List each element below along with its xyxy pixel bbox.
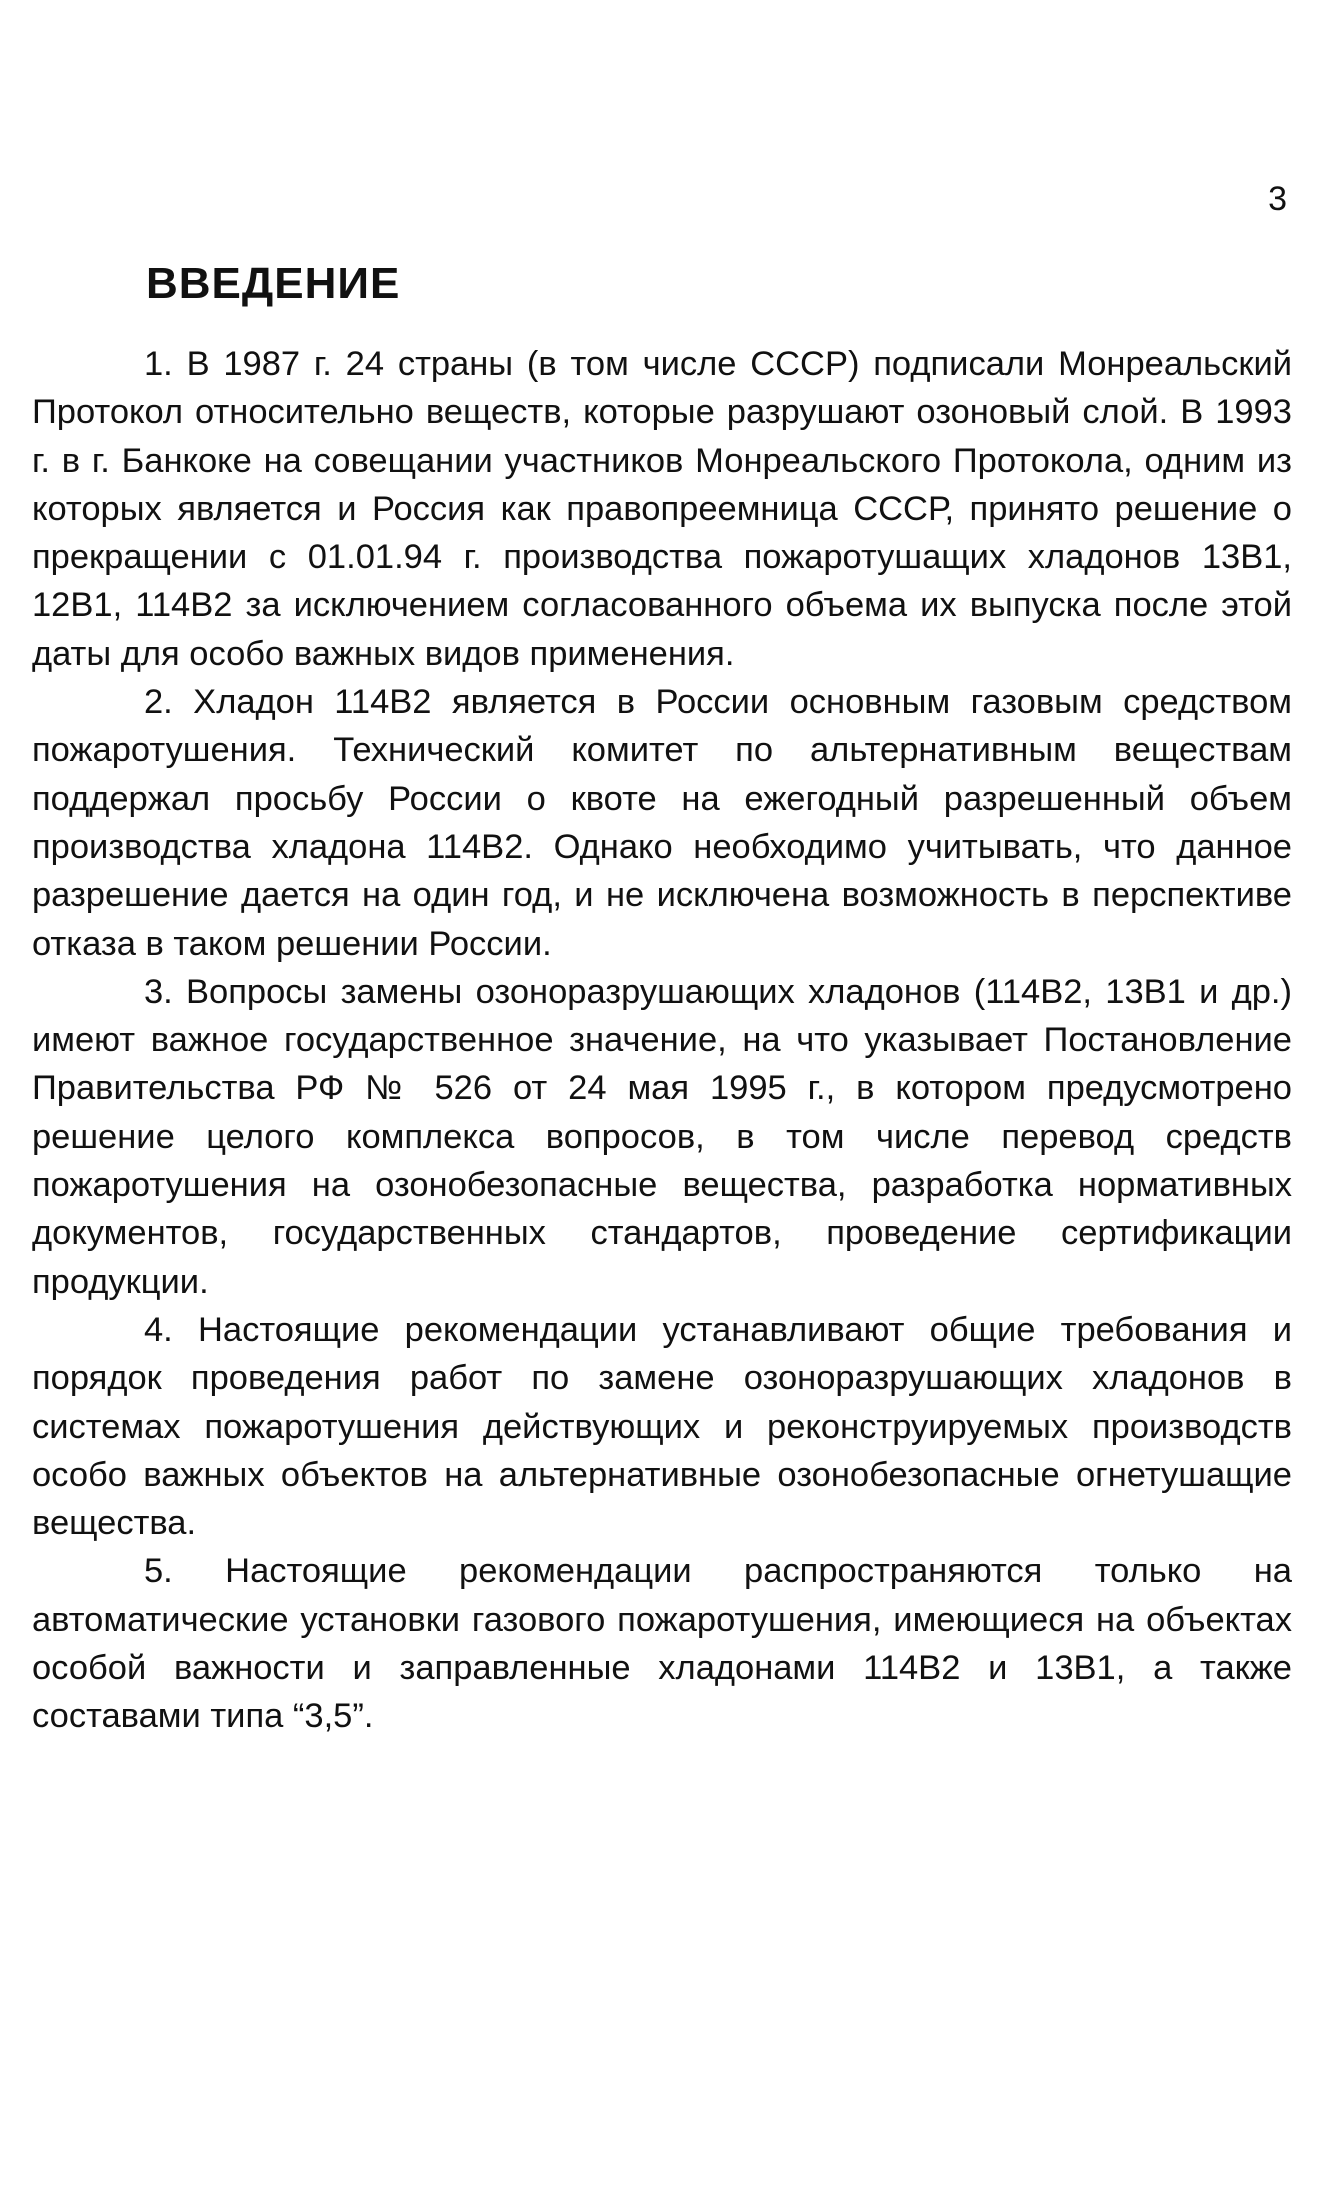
body-text: [32, 340, 1292, 1741]
section-heading: ВВЕДЕНИЕ: [146, 259, 401, 308]
paragraph-3: 3. Вопросы замены озоноразрушающих хладонов (114В2, 13В1 и др.) имеют важное государственное значение, на что указывает Постановление Правительства РФ № 526 от 24 мая 1995 г., в котором предусмотрено решение целого комплекса вопросов, в том числе перевод средств пожаротушения на озонобезопасные вещества, разработка нормативных документов, государственных стандартов, проведение сертификации продукции.: [32, 972, 1292, 1301]
paragraph-2: 2. Хладон 114В2 является в России основным газовым средством пожаротушения. Технический комитет по альтернативным веществам поддержал просьбу России о квоте на ежегодный разрешенный объем производства хладона 114В2. Однако необходимо учитывать, что данное разрешение дается на один год, и не исключена возможность в перспективе отказа в таком решении России.: [32, 683, 1292, 963]
paragraph-1: 1. В 1987 г. 24 страны (в том числе СССР) подписали Монреальский Протокол относительно веществ, которые разрушают озоновый слой. В 1993 г. в г. Банкоке на совещании участников Монреальского Протокола, одним из которых является и Россия как правопреемница СССР, принято решение о прекращении с 01.01.94 г. производства пожаротушащих хладонов 13В1, 12В1, 114В2 за исключением согласованного объема их выпуска после этой даты для особо важных видов применения.: [32, 345, 1292, 673]
page-number: 3: [1268, 180, 1287, 218]
paragraph-5: 5. Настоящие рекомендации распространяются только на автоматические установки газового пожаротушения, имеющиеся на объектах особой важности и заправленные хладонами 114В2 и 13В1, а также составами типа “3,5”.: [32, 1552, 1292, 1736]
paragraph-4: 4. Настоящие рекомендации устанавливают общие требования и порядок проведения работ по замене озоноразрушающих хладонов в системах пожаротушения действующих и реконструируемых производств особо важных объектов на альтернативные озонобезопасные огнетушащие вещества.: [32, 1310, 1292, 1543]
